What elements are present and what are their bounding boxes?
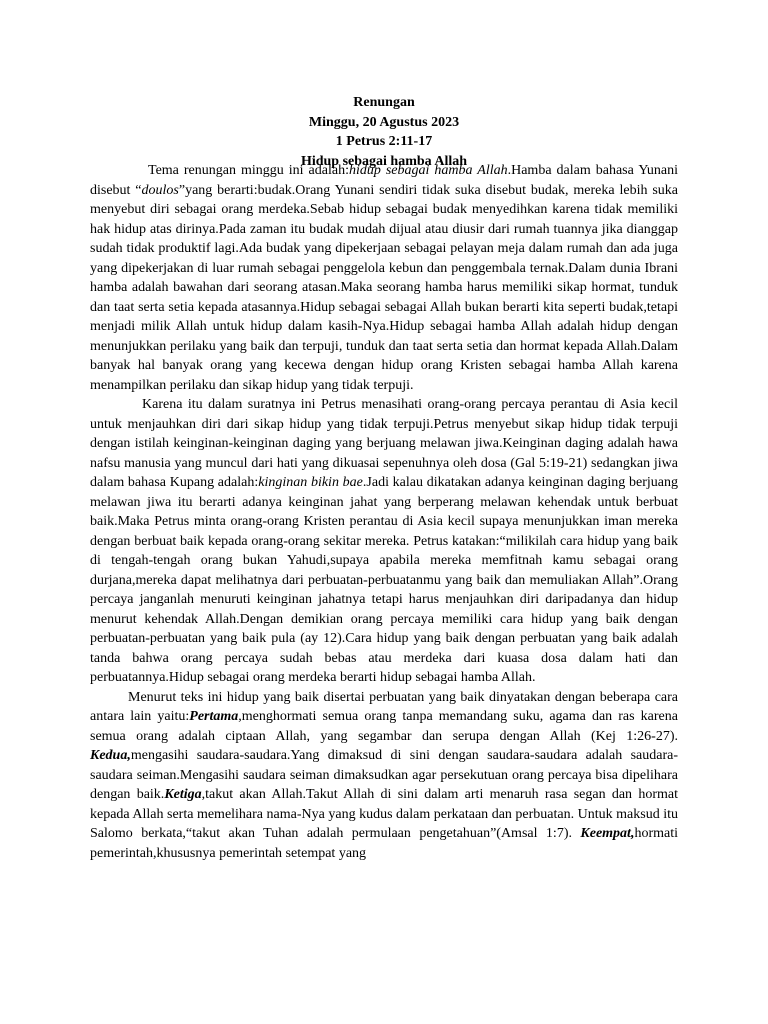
paragraph-3-bold-4: Keempat, — [580, 826, 635, 841]
paragraph-1-text-3: ”yang berarti:budak.Orang Yunani sendiri tidak suka disebut budak, mereka lebih suka menyebut diri sebagai orang merdeka.Sebab hidup sebagai budak menyedihkan karena tidak memiliki hak hidup atas dirinya.Pada zaman itu budak mudah dijual atau diusir dari rumah tuannya jika dianggap sudah tidak produktif lagi.Ada budak yang dipekerjaan sebagai pelayan meja dalam rumah dan ada juga yang dipekerjakan di luar rumah sebagai penggelola kebun dan penggembala ternak.Dalam dunia Ibrani hamba adalah bawahan dari seorang atasan.Maka seorang hamba harus memiliki sikap hormat, tunduk dan taat serta setia kepada atasannya.Hidup sebagai sebagai Allah bukan berarti kita seperti budak,tetapi menjadi milik Allah untuk hidup dalam kasih-Nya.Hidup sebagai hamba Allah adalah hidup dengan menunjukkan perilaku yang baik dan terpuji, tunduk dan taat serta setia dan hormat kepada Allah.Dalam banyak hal banyak orang yang kecewa dengan hidup orang Kristen sebagai hamba Allah karena menampilkan perilaku dan sikap hidup yang tidak terpuji. — [90, 182, 678, 393]
paragraph-3-text-4: ,takut akan Allah.Takut Allah di sini dalam arti menaruh rasa segan dan hormat kepada Allah serta memelihara nama-Nya yang kudus dalam perkataan dan perbuatan. Untuk maksud itu Salomo berkata,“takut akan Tuhan adalah permulaan pengetahuan”(Amsal 1:7). — [90, 787, 678, 841]
paragraph-3-text-3: mengasihi saudara-saudara.Yang dimaksud di sini dengan saudara-saudara adalah saudara-saudara seiman.Mengasihi saudara seiman dimaksudkan agar persekutuan orang percaya bisa dipelihara dengan baik. — [90, 748, 678, 802]
paragraph-3-bold-2: Kedua, — [90, 748, 131, 763]
paragraph-1 — [90, 161, 678, 395]
paragraph-1-text-2: .Hamba dalam bahasa Yunani disebut “ — [90, 163, 678, 198]
paragraph-2 — [90, 395, 678, 688]
paragraph-3-bold-3: Ketiga — [164, 787, 202, 802]
paragraph-1-italic-1: hidup sebagai hamba Allah — [348, 163, 508, 178]
header-title: Renungan — [353, 95, 415, 110]
header-theme: Hidup sebagai hamba Allah — [300, 153, 468, 169]
document-header — [0, 93, 768, 171]
paragraph-3-text-2: ,menghormati semua orang tanpa memandang suku, agama dan ras karena semua orang adalah ciptaan Allah, yang segambar dan serupa dengan Allah (Kej 1:26-27). — [90, 709, 678, 744]
paragraph-3-bold-1: Pertama — [189, 709, 239, 724]
header-scripture: 1 Petrus 2:11-17 — [335, 134, 433, 149]
paragraph-1-text-1: Tema renungan minggu ini adalah: — [148, 163, 349, 178]
paragraph-2-text-2: .Jadi kalau dikatakan adanya keinginan daging berjuang melawan jiwa itu berarti adanya keinginan jahat yang berperang melawan kehendak untuk berbuat baik.Maka Petrus minta orang-orang Kristen perantau di Asia kecil supaya menunjukkan iman mereka dengan berbuat baik kepada orang-orang sekitar mereka. Petrus katakan:“milikilah cara hidup yang baik di tengah-tengah orang bukan Yahudi,supaya apabila mereka memfitnah kamu sebagai orang durjana,mereka dapat melihatnya dari perbuatan-perbuatanmu yang baik dan memuliakan Allah”.Orang percaya janganlah menuruti keinginan jahatnya tetapi harus menjauhkan diri daripadanya dan hidup menurut kehendak Allah.Dengan demikian orang percaya memiliki cara hidup yang baik dengan perbuatan-perbuatan yang baik pula (ay 12).Cara hidup yang baik dengan perbuatan yang baik adalah tanda bahwa orang percaya sudah bebas atau merdeka dari kuasa dosa dalam hati dan perbuatannya.Hidup sebagai orang merdeka berarti hidup sebagai hamba Allah. — [90, 475, 679, 685]
paragraph-3-text-5: hormati pemerintah,khususnya pemerintah setempat yang — [90, 826, 678, 861]
paragraph-3 — [90, 688, 678, 864]
paragraph-1-italic-2: doulos — [141, 182, 179, 198]
paragraph-2-italic-1: kinginan bikin bae — [258, 475, 363, 490]
document-body — [90, 161, 678, 863]
paragraph-3-text-1: Menurut teks ini hidup yang baik disertai perbuatan yang baik dinyatakan dengan beberapa cara antara lain yaitu: — [90, 689, 678, 724]
paragraph-2-text-1: Karena itu dalam suratnya ini Petrus menasihati orang-orang percaya perantau di Asia kecil untuk menjauhkan diri dari sikap hidup yang tidak terpuji.Petrus menyebut sikap hidup tidak terpuji dengan istilah keinginan-keinginan daging yang berjuang melawan jiwa.Keinginan daging adalah hawa nafsu manusia yang muncul dari hati yang dikuasai sepenuhnya oleh dosa (Gal 5:19-21) sedangkan jiwa dalam bahasa Kupang adalah: — [90, 397, 678, 490]
header-date: Minggu, 20 Agustus 2023 — [308, 114, 460, 130]
